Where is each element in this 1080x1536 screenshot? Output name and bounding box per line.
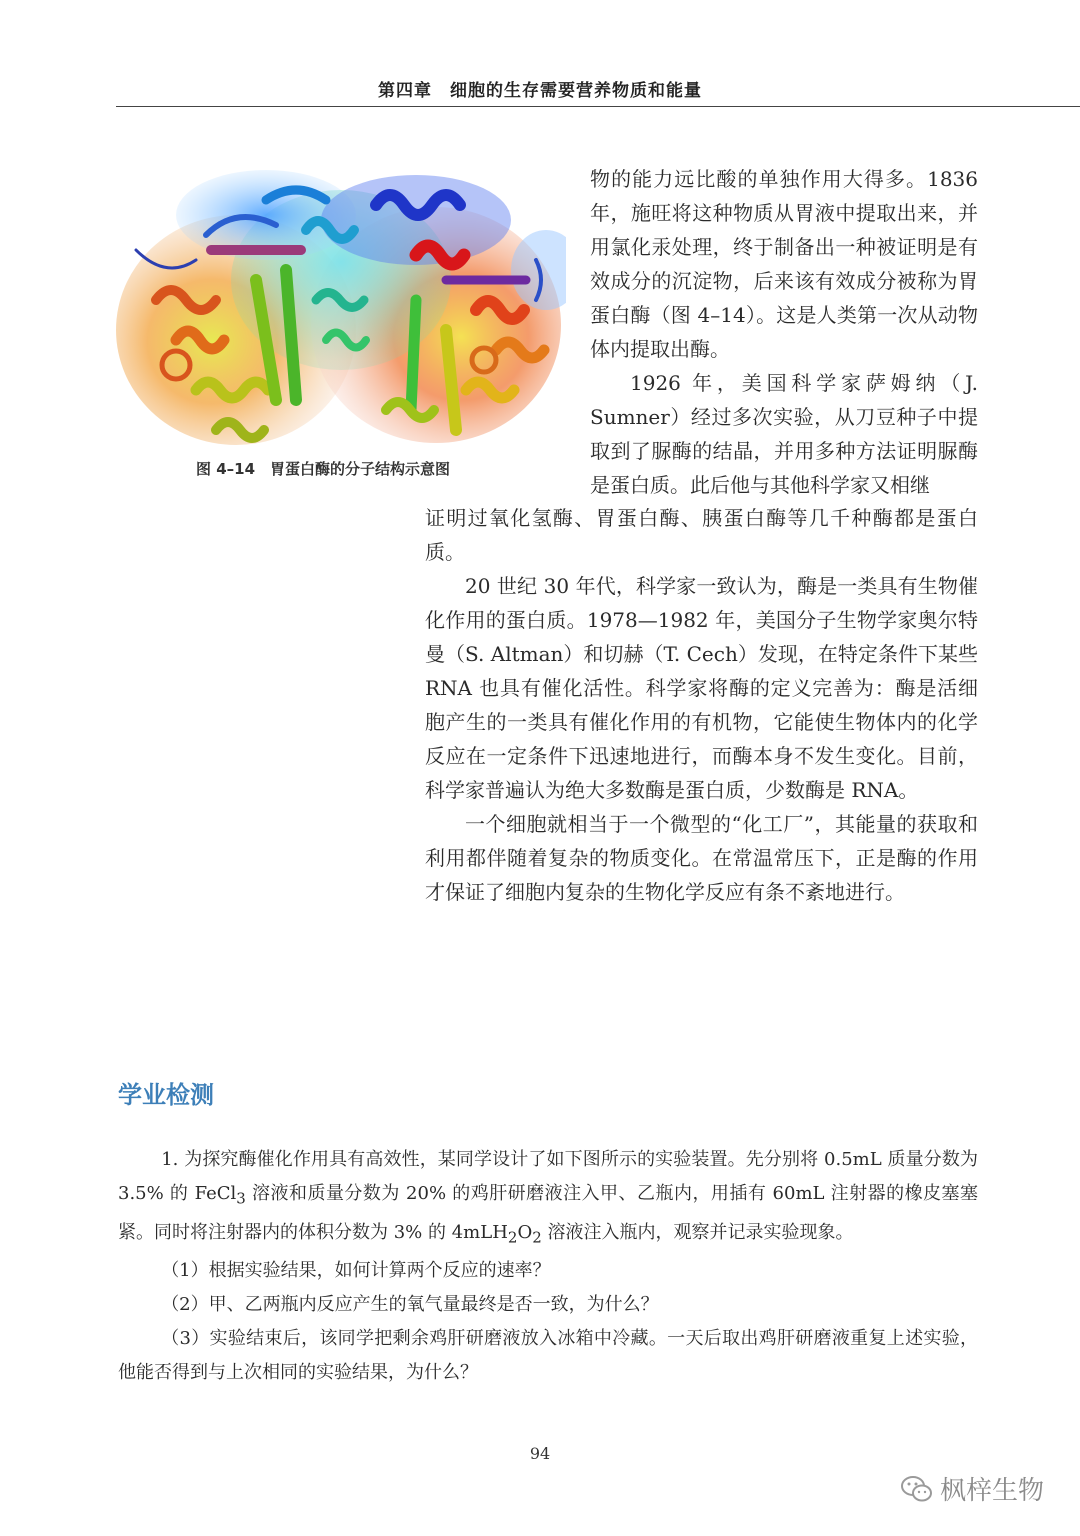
sub-question-2: （2）甲、乙两瓶内反应产生的氧气量最终是否一致，为什么？ — [161, 1294, 659, 1316]
paragraph: 1926 年，美国科学家萨姆纳（J. Sumner）经过多次实验，从刀豆种子中提取到了脲酶的结晶，并用多种方法证明脲酶是蛋白质。此后他与其他科学家又相继 — [590, 371, 978, 497]
section-title: 学业检测 — [118, 1081, 214, 1109]
question-text: 溶液注入瓶内，观察并记录实验现象。 — [541, 1221, 854, 1243]
wechat-icon — [900, 1474, 934, 1504]
page-header: 第四章 细胞的生存需要营养物质和能量 — [378, 81, 702, 101]
paragraph: 证明过氧化氢酶、胃蛋白酶、胰蛋白酶等几千种酶都是蛋白质。 — [425, 506, 978, 564]
paragraph: 物的能力远比酸的单独作用大得多。1836年，施旺将这种物质从胃液中提取出来，并用氯化汞处理，终于制备出一种被证明是有效成分的沉淀物，后来该有效成分被称为胃蛋白酶（图 4–14）。这是人类第一次从动物体内提取出酶。 — [590, 167, 978, 361]
text-column-right — [590, 162, 978, 502]
question-text: 溶液和质量分数为 20% 的鸡肝研磨液注入甲、乙瓶内，用插有 60mL 注射器的橡皮塞塞紧。同时将注射器内的体积分数为 3% 的 4mLH — [118, 1183, 979, 1243]
question-text: 1. 为探究酶催化作用具有高效性，某同学设计了如下图所示的实验装置。先分别将 0.5mL 质量分数为 3.5% 的 FeCl — [118, 1149, 978, 1204]
sub-question-3: （3）实验结束后，该同学把剩余鸡肝研磨液放入冰箱中冷藏。一天后取出鸡肝研磨液重复上述实验，他能否得到与上次相同的实验结果，为什么？ — [118, 1328, 978, 1384]
subscript: 2 — [532, 1228, 542, 1247]
subscript: 2 — [507, 1228, 518, 1247]
page-number: 94 — [529, 1444, 551, 1463]
pepsin-structure-figure — [116, 160, 566, 450]
watermark-text: 枫梓生物 — [940, 1476, 1045, 1506]
paragraph: 一个细胞就相当于一个微型的“化工厂”，其能量的获取和利用都伴随着复杂的物质变化。在常温常压下，正是酶的作用才保证了细胞内复杂的生物化学反应有条不紊地进行。 — [425, 812, 978, 904]
exercise-block — [118, 1143, 978, 1390]
text-column-lower — [425, 501, 978, 909]
watermark — [900, 1470, 1044, 1507]
pepsin-molecule-image — [116, 160, 566, 450]
figure-caption: 图 4–14 胃蛋白酶的分子结构示意图 — [196, 460, 451, 478]
question-1 — [118, 1143, 978, 1254]
paragraph: 20 世纪 30 年代，科学家一致认为，酶是一类具有生物催化作用的蛋白质。1978—1982 年，美国分子生物学家奥尔特曼（S. Altman）和切赫（T. Cech）发现，在特定条件下某些 RNA 也具有催化活性。科学家将酶的定义完善为：酶是活细胞产生的一类具有催化作用的有机物，它能使生物体内的化学反应在一定条件下迅速地进行，而酶本身不发生变化。目前，科学家普遍认为绝大多数酶是蛋白质，少数酶是 RNA。 — [425, 574, 978, 802]
question-text: O — [517, 1221, 533, 1243]
subscript: 3 — [236, 1189, 246, 1208]
header-rule — [116, 106, 1080, 107]
sub-question-1: （1）根据实验结果，如何计算两个反应的速率？ — [161, 1260, 551, 1282]
